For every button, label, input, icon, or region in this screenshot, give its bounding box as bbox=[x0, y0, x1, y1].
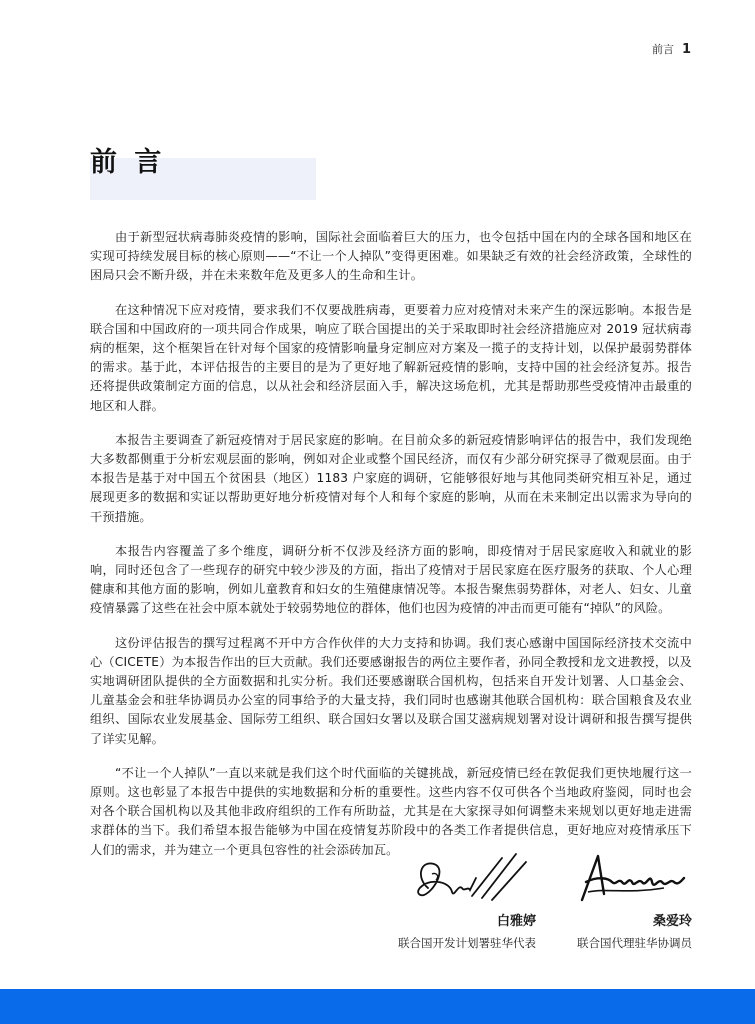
page-number: 1 bbox=[681, 42, 691, 57]
paragraph-3: 本报告主要调查了新冠疫情对于居民家庭的影响。在目前众多的新冠疫情影响评估的报告中，我们发现绝大多数都侧重于分析宏观层面的影响，例如对企业或整个国民经济，而仅有少部分研究探寻了微观层面。由于本报告是基于对中国五个贫困县（地区）1183 户家庭的调研，它能够很好地与其他同类研究相互补足，通过展现更多的数据和实证以帮助更好地分析疫情对每个人和每个家庭的影响，从而在未来制定出以需求为导向的干预措施。 bbox=[90, 432, 692, 524]
paragraph-4: 本报告内容覆盖了多个维度，调研分析不仅涉及经济方面的影响，即疫情对于居民家庭收入和就业的影响，同时还包含了一些现存的研究中较少涉及的方面，指出了疫情对于居民家庭在医疗服务的获取、个人心理健康和其他方面的影响，例如儿童教育和妇女的生殖健康情况等。本报告聚焦弱势群体，对老人、妇女、儿童疫情暴露了这些在社会中原本就处于较弱势地位的群体，他们也因为疫情的冲击而更可能有“掉队”的风险。 bbox=[90, 543, 692, 616]
signatory-name-2: 桑爱玲 bbox=[652, 914, 692, 929]
signatory-role-2: 联合国代理驻华协调员 bbox=[577, 936, 692, 950]
paragraph-2: 在这种情况下应对疫情，要求我们不仅要战胜病毒，更要着力应对疫情对未来产生的深远影响。本报告是联合国和中国政府的一项共同合作成果，响应了联合国提出的关于采取即时社会经济措施应对 2019 冠状病毒病的框架，这个框架旨在针对每个国家的疫情影响量身定制应对方案及一揽子的支持计划，以保护最弱势群体的需求。基于此，本评估报告的主要目的是为了更好地了解新冠疫情的影响，支持中国的社会经济复苏。报告还将提供政策制定方面的信息，以从社会和经济层面入手，解决这场危机，尤其是帮助那些受疫情冲击最重的地区和人群。 bbox=[90, 302, 692, 413]
running-header bbox=[652, 41, 691, 57]
preface-body bbox=[90, 228, 692, 875]
paragraph-1: 由于新型冠状病毒肺炎疫情的影响，国际社会面临着巨大的压力，也令包括中国在内的全球各国和地区在实现可持续发展目标的核心原则——“不让一个人掉队”变得更困难。如果缺乏有效的社会经济政策，全球性的困局只会不断升级，并在未来数年危及更多人的生命和生计。 bbox=[90, 230, 692, 283]
page-title: 前 言 bbox=[90, 147, 166, 178]
handwritten-signature-1 bbox=[406, 848, 536, 908]
signature-block-rc bbox=[556, 848, 692, 951]
footer-color-bar bbox=[0, 989, 755, 1024]
signature-block-undp bbox=[380, 848, 536, 951]
paragraph-5: 这份评估报告的撰写过程离不开中方合作伙伴的大力支持和协调。我们衷心感谢中国国际经济技术交流中心（CICETE）为本报告作出的巨大贡献。我们还要感谢报告的两位主要作者，孙同全教授和龙文进教授，以及实地调研团队提供的全方面数据和扎实分析。我们还要感谢联合国机构，包括来自开发计划署、人口基金会、儿童基金会和驻华协调员办公室的同事给予的大量支持，我们同时也感谢其他联合国机构：联合国粮食及农业组织、国际农业发展基金、国际劳工组织、联合国妇女署以及联合国艾滋病规划署对设计调研和报告撰写提供了详实见解。 bbox=[90, 635, 692, 746]
signatory-role-1: 联合国开发计划署驻华代表 bbox=[398, 936, 536, 950]
handwritten-signature-2 bbox=[568, 848, 692, 908]
signatory-name-1: 白雅婷 bbox=[496, 914, 536, 929]
header-label: 前言 bbox=[651, 43, 674, 56]
paragraph-6: “不让一个人掉队”一直以来就是我们这个时代面临的关键挑战，新冠疫情已经在敦促我们更快地履行这一原则。这也彰显了本报告中提供的实地数据和分析的重要性。这些内容不仅可供各个当地政府鉴阅，同时也会对各个联合国机构以及其他非政府组织的工作有所助益，尤其是在大家探寻如何调整未来规划以更好地走进需求群体的当下。我们希望本报告能够为中国在疫情复苏阶段中的各类工作者提供信息，更好地应对疫情承压下人们的需求，并为建立一个更具包容性的社会添砖加瓦。 bbox=[90, 765, 692, 857]
